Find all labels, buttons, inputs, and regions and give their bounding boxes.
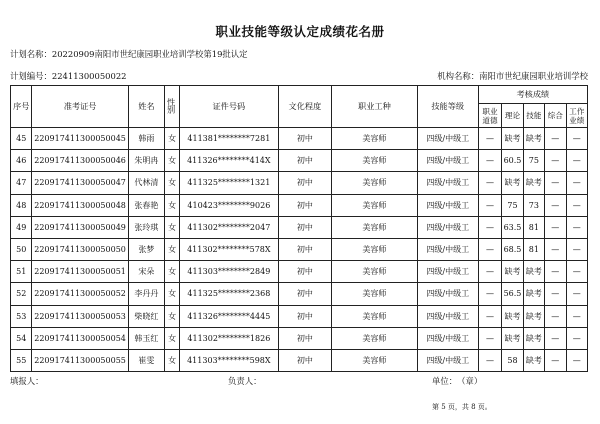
cell-theory: 缺考	[502, 305, 523, 327]
cell-theory: 缺考	[502, 327, 523, 349]
table-body	[11, 128, 588, 372]
header-education: 文化程度	[278, 86, 332, 128]
cell-work-performance: —	[566, 150, 588, 172]
cell-overall: —	[545, 283, 566, 305]
cell-name: 代林清	[128, 172, 164, 194]
header-skill-level: 技能等级	[417, 86, 478, 128]
cell-id-number: 411325********2368	[180, 283, 278, 305]
cell-name: 柴晓红	[128, 305, 164, 327]
cell-skill: 缺考	[523, 128, 544, 150]
cell-skill-level: 四级/中级工	[417, 305, 478, 327]
cell-theory: 缺考	[502, 261, 523, 283]
cell-skill-level: 四级/中级工	[417, 150, 478, 172]
cell-work-performance: —	[566, 238, 588, 260]
cell-id-number: 411303********2849	[180, 261, 278, 283]
header-ticket-number: 准考证号	[32, 86, 128, 128]
cell-seq: 55	[11, 349, 32, 371]
header-seq: 序号	[11, 86, 32, 128]
cell-ticket-number: 220917411300050046	[32, 150, 128, 172]
cell-id-number: 411302********2047	[180, 216, 278, 238]
cell-id-number: 411302********578X	[180, 238, 278, 260]
header-skill: 技能	[523, 104, 544, 128]
header-work-performance: 工作业绩	[566, 104, 588, 128]
cell-overall: —	[545, 238, 566, 260]
cell-education: 初中	[278, 128, 332, 150]
cell-skill-level: 四级/中级工	[417, 261, 478, 283]
table-row	[11, 128, 588, 150]
cell-skill: 缺考	[523, 172, 544, 194]
table-header	[11, 86, 588, 128]
cell-morality: —	[478, 349, 502, 371]
cell-work-performance: —	[566, 216, 588, 238]
cell-skill: 缺考	[523, 327, 544, 349]
table-row	[11, 349, 588, 371]
cell-education: 初中	[278, 216, 332, 238]
cell-overall: —	[545, 172, 566, 194]
cell-gender: 女	[165, 216, 180, 238]
cell-education: 初中	[278, 172, 332, 194]
cell-occupation: 美容师	[332, 216, 418, 238]
table-row	[11, 194, 588, 216]
cell-education: 初中	[278, 150, 332, 172]
cell-morality: —	[478, 327, 502, 349]
cell-ticket-number: 220917411300050050	[32, 238, 128, 260]
cell-overall: —	[545, 194, 566, 216]
cell-seq: 45	[11, 128, 32, 150]
header-theory: 理论	[502, 104, 523, 128]
cell-theory: 60.5	[502, 150, 523, 172]
cell-gender: 女	[165, 194, 180, 216]
cell-work-performance: —	[566, 305, 588, 327]
cell-skill-level: 四级/中级工	[417, 128, 478, 150]
cell-education: 初中	[278, 238, 332, 260]
cell-morality: —	[478, 194, 502, 216]
cell-morality: —	[478, 150, 502, 172]
cell-seq: 51	[11, 261, 32, 283]
cell-gender: 女	[165, 128, 180, 150]
unit-seal-label: 单位： （章）	[432, 376, 483, 386]
cell-name: 张玲琪	[128, 216, 164, 238]
cell-id-number: 411326********414X	[180, 150, 278, 172]
cell-work-performance: —	[566, 261, 588, 283]
plan-number: 计划编号：22411300050022	[10, 71, 127, 81]
header-morality: 职业道德	[478, 104, 502, 128]
cell-morality: —	[478, 283, 502, 305]
cell-gender: 女	[165, 261, 180, 283]
header-occupation: 职业工种	[332, 86, 418, 128]
cell-occupation: 美容师	[332, 150, 418, 172]
cell-skill: 81	[523, 216, 544, 238]
cell-morality: —	[478, 128, 502, 150]
cell-education: 初中	[278, 194, 332, 216]
header-gender-label: 性别	[166, 98, 177, 113]
header-id-number: 证件号码	[180, 86, 278, 128]
cell-theory: 75	[502, 194, 523, 216]
cell-work-performance: —	[566, 172, 588, 194]
cell-skill: 73	[523, 194, 544, 216]
cell-occupation: 美容师	[332, 261, 418, 283]
table-row	[11, 216, 588, 238]
cell-occupation: 美容师	[332, 305, 418, 327]
cell-skill: 缺考	[523, 283, 544, 305]
header-overall: 综合	[545, 104, 566, 128]
cell-skill-level: 四级/中级工	[417, 327, 478, 349]
cell-name: 崔雯	[128, 349, 164, 371]
cell-work-performance: —	[566, 194, 588, 216]
cell-overall: —	[545, 150, 566, 172]
cell-work-performance: —	[566, 327, 588, 349]
cell-seq: 48	[11, 194, 32, 216]
cell-gender: 女	[165, 305, 180, 327]
cell-skill-level: 四级/中级工	[417, 216, 478, 238]
cell-ticket-number: 220917411300050051	[32, 261, 128, 283]
cell-name: 韩玉红	[128, 327, 164, 349]
cell-overall: —	[545, 327, 566, 349]
cell-skill: 缺考	[523, 349, 544, 371]
cell-id-number: 411302********1826	[180, 327, 278, 349]
cell-seq: 50	[11, 238, 32, 260]
cell-name: 张梦	[128, 238, 164, 260]
cell-overall: —	[545, 128, 566, 150]
cell-skill-level: 四级/中级工	[417, 349, 478, 371]
cell-name: 李丹丹	[128, 283, 164, 305]
cell-occupation: 美容师	[332, 283, 418, 305]
cell-theory: 缺考	[502, 128, 523, 150]
cell-gender: 女	[165, 349, 180, 371]
cell-skill-level: 四级/中级工	[417, 238, 478, 260]
cell-gender: 女	[165, 172, 180, 194]
cell-occupation: 美容师	[332, 194, 418, 216]
cell-morality: —	[478, 172, 502, 194]
cell-work-performance: —	[566, 283, 588, 305]
cell-occupation: 美容师	[332, 172, 418, 194]
cell-ticket-number: 220917411300050047	[32, 172, 128, 194]
cell-gender: 女	[165, 150, 180, 172]
cell-name: 朱明冉	[128, 150, 164, 172]
cell-education: 初中	[278, 327, 332, 349]
table-row	[11, 327, 588, 349]
cell-id-number: 410423********9026	[180, 194, 278, 216]
table-row	[11, 150, 588, 172]
cell-theory: 56.5	[502, 283, 523, 305]
cell-name: 张春艳	[128, 194, 164, 216]
cell-skill: 缺考	[523, 305, 544, 327]
cell-skill: 81	[523, 238, 544, 260]
cell-occupation: 美容师	[332, 128, 418, 150]
cell-morality: —	[478, 261, 502, 283]
cell-seq: 52	[11, 283, 32, 305]
cell-morality: —	[478, 238, 502, 260]
cell-skill-level: 四级/中级工	[417, 194, 478, 216]
cell-id-number: 411325********1321	[180, 172, 278, 194]
cell-overall: —	[545, 305, 566, 327]
cell-overall: —	[545, 216, 566, 238]
cell-gender: 女	[165, 238, 180, 260]
cell-education: 初中	[278, 261, 332, 283]
filler-signature-label: 填报人：	[10, 376, 44, 386]
cell-occupation: 美容师	[332, 349, 418, 371]
cell-name: 韩雨	[128, 128, 164, 150]
cell-seq: 46	[11, 150, 32, 172]
table-row	[11, 172, 588, 194]
table-row	[11, 238, 588, 260]
cell-name: 宋朵	[128, 261, 164, 283]
cell-ticket-number: 220917411300050048	[32, 194, 128, 216]
cell-ticket-number: 220917411300050053	[32, 305, 128, 327]
cell-seq: 49	[11, 216, 32, 238]
cell-education: 初中	[278, 349, 332, 371]
cell-work-performance: —	[566, 349, 588, 371]
table-row	[11, 283, 588, 305]
cell-occupation: 美容师	[332, 238, 418, 260]
document-title: 职业技能等级认定成绩花名册	[215, 24, 385, 39]
header-gender	[165, 86, 180, 128]
cell-skill: 75	[523, 150, 544, 172]
organization-name: 机构名称：南阳市世纪康园职业培训学校	[437, 71, 588, 81]
table-row	[11, 305, 588, 327]
cell-ticket-number: 220917411300050052	[32, 283, 128, 305]
plan-name: 计划名称：20220909南阳市世纪康园职业培训学校第19批认定	[10, 49, 248, 59]
cell-skill-level: 四级/中级工	[417, 283, 478, 305]
cell-ticket-number: 220917411300050049	[32, 216, 128, 238]
responsible-signature-label: 负责人：	[228, 376, 262, 386]
cell-gender: 女	[165, 283, 180, 305]
cell-overall: —	[545, 261, 566, 283]
cell-seq: 47	[11, 172, 32, 194]
cell-education: 初中	[278, 305, 332, 327]
cell-theory: 缺考	[502, 172, 523, 194]
cell-theory: 58	[502, 349, 523, 371]
score-roster-table	[10, 85, 588, 372]
cell-id-number: 411303********598X	[180, 349, 278, 371]
cell-id-number: 411381********7281	[180, 128, 278, 150]
page-indicator: 第 5 页，共 8 页。	[432, 403, 492, 411]
cell-ticket-number: 220917411300050045	[32, 128, 128, 150]
cell-skill-level: 四级/中级工	[417, 172, 478, 194]
cell-morality: —	[478, 305, 502, 327]
header-scores-group: 考核成绩	[478, 86, 587, 104]
cell-overall: —	[545, 349, 566, 371]
cell-gender: 女	[165, 327, 180, 349]
cell-theory: 63.5	[502, 216, 523, 238]
cell-seq: 54	[11, 327, 32, 349]
header-name: 姓名	[128, 86, 164, 128]
cell-morality: —	[478, 216, 502, 238]
table-row	[11, 261, 588, 283]
cell-occupation: 美容师	[332, 327, 418, 349]
cell-ticket-number: 220917411300050055	[32, 349, 128, 371]
cell-ticket-number: 220917411300050054	[32, 327, 128, 349]
cell-theory: 68.5	[502, 238, 523, 260]
cell-id-number: 411326********4445	[180, 305, 278, 327]
cell-skill: 缺考	[523, 261, 544, 283]
cell-work-performance: —	[566, 128, 588, 150]
cell-seq: 53	[11, 305, 32, 327]
cell-education: 初中	[278, 283, 332, 305]
